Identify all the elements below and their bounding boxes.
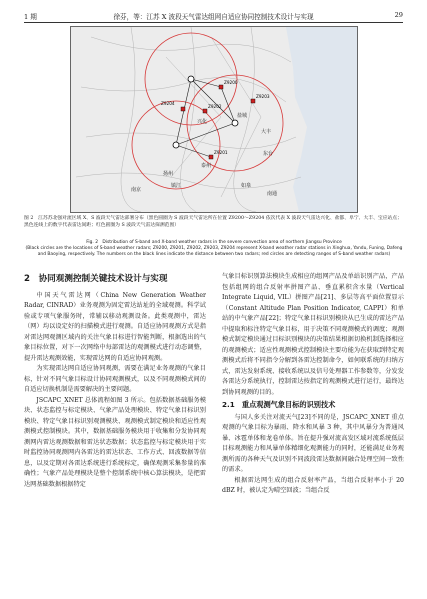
- radar-station-label: Z9201: [214, 150, 228, 155]
- radar-station-label: Z9203: [256, 94, 270, 99]
- figure-caption-zh: 图 2 江苏苏北强对流区域 X、S 波段天气雷达部署分布（黑色圆圈为 S 波段天气雷达所在位置 Z9200～Z9204 依次代表 X 波段天气雷达兴化、盐都、阜宁、大丰、宝应站点；黑色连线上的数字代表雷达间距；红色圆圈为 S 波段天气雷达探测范围）: [24, 216, 402, 228]
- city-label: 盐城: [237, 113, 248, 119]
- paragraph: 中国天气雷达网（China New Generation Weather Radar, CINRAD）业务观测为固定雷达站址的全域观测。科学试验或专项气象服务时，常辅以移动观测设备。此类观测中，雷达（网）均以设定好的扫描模式进行观测。自适应协同观测方式是指对雷达网观测区域内的关注气象目标进行智能判断，根据选出的气象目标位置，对下一次网络中每部雷达的观测模式进行动态调整，提升雷达观测效能，实现雷达网的自适应协同观测。: [24, 291, 206, 362]
- radar-station-label: Z9204: [161, 101, 175, 106]
- figure-caption-en-title: Fig. 2 Distribution of S-band and X-band weather radars in the severe convection area of northern Jiangsu Province: [86, 240, 342, 245]
- city-label: 大丰: [261, 129, 272, 135]
- paragraph: 根据雷达网生成的组合反射率产品，当组合反射率小于 20 dBZ 时，被认定为晴空回波；当组合反: [222, 476, 404, 494]
- figure-caption-en: [24, 240, 404, 258]
- city-label: 东台: [263, 151, 274, 157]
- city-label: 扬州: [163, 171, 174, 177]
- right-column: [222, 272, 404, 497]
- paragraph: JSCAPC_XNET 总体流程如图 3 所示。包括数据基础服务模块、状态监控与标定模块、气象产品处理模块、特定气象目标识别模块、特定气象目标识别观测模块、观测模式制定模块和适应性观测模式控制模块。其中，数据基础服务模块用于收集和分发协同观测网内雷达观测数据和雷达状态数据；状态监控与标定模块用于实时监控协同观测网内各雷达的雷达状态、工作方式、回波数据等信息，以及定期对各雷达系统进行系统标定，确保观测采集参量的准确性；气象产品处理模块是整个控制系统中核心算法模块，是把雷达网基础数据根据特定: [24, 396, 206, 488]
- left-column: [24, 272, 206, 490]
- running-header: [24, 8, 403, 23]
- subsection-title: 2.1 重点观测气象目标的识别技术: [222, 400, 336, 409]
- paragraph: 气象目标识别算法模块生成相应的组网产品及单站识别产品，产品包括组网的组合反射率拼图产品、垂直累积含水量（Vertical Integrate Liquid, VIL）拼图产品[21]、多层等高平面位置显示（Constant Altitude Plan Position Indicator, CAPPI）和单站的中气象产品[22]；特定气象目标识别模块从已生成的雷达产品中提取和标注特定气象目标，用于决策不同观测模式的调度；观测模式制定模块通过目标识别模块的决策结果根据切换机制选择相应的观测模式；适应性观测模式控制模块主要功能为在获取到特定观测模式后将不同指令分解到各雷达控制命令，如何联系统的归纳方式，雷达发射系统、接收系统以及信号处理器工作参数等，分发发各雷达分系统执行，控制雷达按指定的观测模式进行运行，最终达到协同观测的目的。: [222, 273, 404, 396]
- radar-station-label: Z9200: [224, 80, 238, 85]
- running-title: 徐芬，等：江苏 X 波段天气雷达组网自适应协同控制技术设计与实现: [113, 13, 314, 21]
- radar-deployment-map: [70, 26, 358, 213]
- city-label: 如皋: [241, 183, 252, 189]
- paragraph: 为实现雷达网自适应协同观测，需要在满足业务观测的气象目标，针对不同气象目标设计协同观测模式，以及不同观测模式间的自适应切换机制是需要解决的主要问题。: [24, 365, 206, 393]
- city-label: 泰州: [201, 163, 212, 169]
- city-label: 南通: [267, 191, 278, 197]
- paragraph: 与国人多关注对流天气[23]不同的是，JSCAPC_XNET 重点观测的气象目标为暴雨、降水和风暴 3 种，其中风暴分为普通风暴、冰雹单体和龙卷单体。旨在提升强对流高发区域对流系统低层目标观测能力和风暴单体精细化观测能力的同时，还能满足业务观测所需的各种天气及识别不同波段雷达数据间融合处理空间一致性的需求。: [222, 413, 404, 473]
- page-number: 29: [394, 11, 403, 19]
- city-label: 镇江: [171, 183, 182, 189]
- city-label: 南京: [131, 187, 142, 193]
- radar-map-figure: [71, 27, 357, 212]
- figure-caption-en-note: (Black circles are the locations of S-band weather radars; Z9200, Z9201, Z9202, Z9203, Z9204 represent X-band weather radar stations in Xinghua, Yandu, Funing, Dafeng and Baoying, respectively. The numbers on the black lines indicate the distance between two radars; red circles are detecting ranges of S-band weather radars): [25, 246, 403, 257]
- section-title: 2 协同观测控制关键技术设计与实现: [24, 274, 168, 284]
- city-label: 兴化: [197, 119, 208, 125]
- radar-station-label: Z9202: [208, 104, 222, 109]
- issue-label: 1 期: [24, 13, 37, 21]
